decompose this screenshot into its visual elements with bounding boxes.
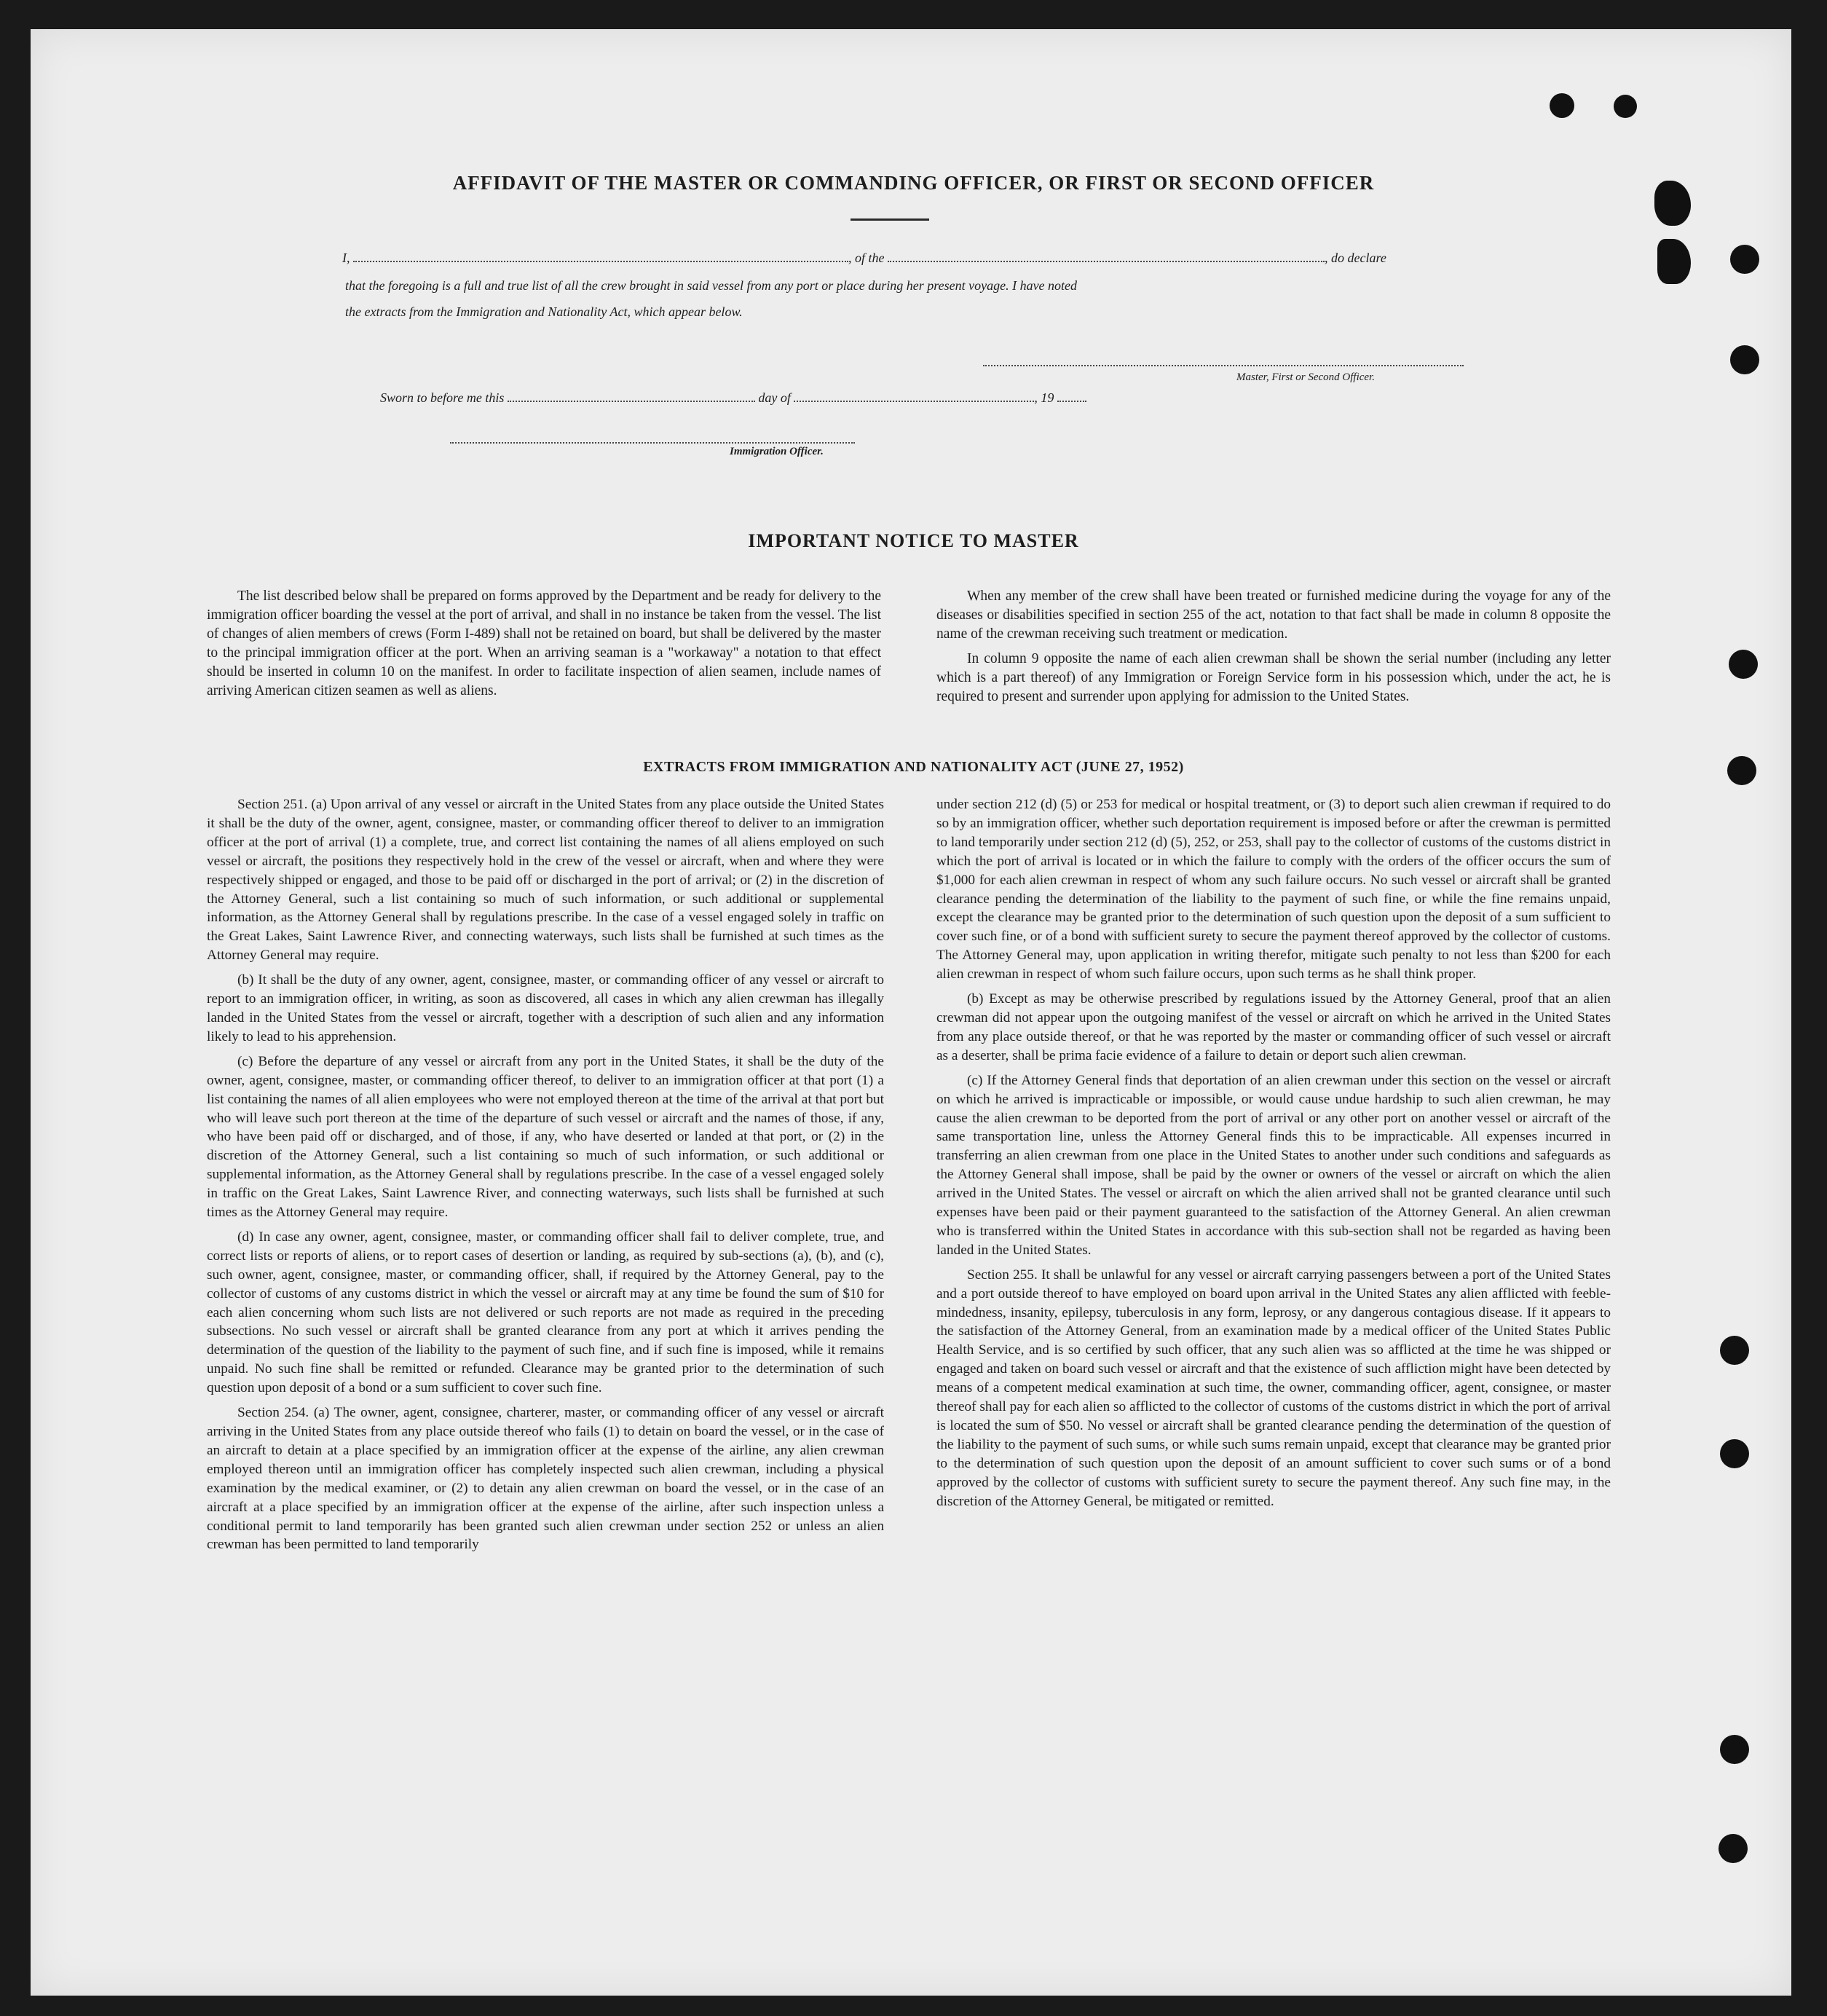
master-caption: Master, First or Second Officer. — [1236, 371, 1375, 383]
affidavit-line-1 — [342, 251, 1467, 266]
sworn-month-blank[interactable] — [794, 400, 1034, 402]
punch-hole — [1729, 650, 1758, 679]
sworn-line — [380, 390, 1086, 406]
affidavit-title: AFFIDAVIT OF THE MASTER OR COMMANDING OFFICER, OR FIRST OR SECOND OFFICER — [452, 172, 1375, 194]
officer-caption: Immigration Officer. — [730, 446, 824, 457]
notice-left-column — [207, 587, 881, 706]
ink-blot — [1657, 239, 1691, 284]
label-sworn: Sworn to before me this — [380, 390, 505, 405]
label-day-of: day of — [758, 390, 791, 405]
label-i: I, — [342, 251, 350, 265]
section-254b: (b) Except as may be otherwise prescribed by regulations issued by the Attorney General, proof that an alien crewman did not appear upon the outgoing manifest of the vessel or aircraft on which he arrived in the United States from any place outside thereof, or that he was reported by the master or commanding officer of such vessel or aircraft as a deserter, shall be prima facie evidence of a failure to detain or deport such alien crewman. — [936, 991, 1611, 1063]
punch-hole — [1614, 95, 1637, 118]
affidavit-line-3: the extracts from the Immigration and Nationality Act, which appear below. — [345, 304, 743, 319]
name-blank[interactable] — [353, 260, 848, 262]
notice-right-p2: In column 9 opposite the name of each alien crewman shall be shown the serial number (including any letter which is a part thereof) of any Immigration or Foreign Service form in his possession which, under the act, he is required to present and surrender upon applying for admission to the United States. — [936, 651, 1611, 704]
section-254a: Section 254. (a) The owner, agent, consignee, charterer, master, or commanding officer of any vessel or aircraft arriving in the United States from any place outside thereof who fails (1) to detain on board the vessel, or in the case of an aircraft to detain at a place specified by an immigration officer at the expense of the airline, any alien crewman employed thereon until an immigration officer has completely inspected such alien crewman, including a physical examination by the medical examiner, or (2) to detain any alien crewman on board the vessel, or in the case of an aircraft at a place specified by an immigration officer at the expense of the airline, after such inspection unless a conditional permit to land temporarily has been granted such alien crewman under section 252 or unless an alien crewman has been permitted to land temporarily — [207, 1405, 884, 1553]
extracts-left-column — [207, 795, 884, 1560]
punch-hole — [1550, 93, 1574, 118]
label-year: , 19 — [1034, 390, 1054, 405]
sworn-day-blank[interactable] — [508, 400, 755, 402]
section-251a: Section 251. (a) Upon arrival of any vessel or aircraft in the United States from any place outside the United States it shall be the duty of the owner, agent, consignee, master, or commanding officer thereof to deliver to an immigration officer at the port of arrival (1) a complete, true, and correct list containing the names of all aliens employed on such vessel or aircraft, the positions they respectively hold in the crew of the vessel or aircraft, when and where they were respectively shipped or engaged, and those to be paid off or discharged in the port of arrival; or (2) in the discretion of the Attorney General, such a list containing so much of such information, or such additional or supplemental information, as the Attorney General shall by regulations prescribe. In the case of a vessel engaged solely in traffic on the Great Lakes, Saint Lawrence River, and connecting waterways, such lists shall be furnished at such times as the Attorney General may require. — [207, 797, 884, 964]
section-254c: (c) If the Attorney General finds that deportation of an alien crewman under this section on the vessel or aircraft on which he arrived is impracticable or impossible, or would cause undue hardship to such alien crewman, he may cause the alien crewman to be deported from the port of arrival or any other port on another vessel or aircraft of the same transportation line, unless the Attorney General finds this to be impracticable. All expenses incurred in transferring an alien crewman from one place in the United States to another under such conditions and safeguards as the Attorney General shall impose, shall be paid by the owner or owners of the vessel or aircraft on which the alien arrived in the United States. The vessel or aircraft on which the alien arrived shall not be granted clearance until such expenses have been paid or their payment guaranteed to the satisfaction of the Attorney General. An alien crewman who is transferred within the United States in accordance with this sub-section shall not be regarded as having been landed in the United States. — [936, 1072, 1611, 1258]
title-rule — [851, 218, 929, 221]
master-signature-line[interactable] — [983, 364, 1464, 366]
section-254a-cont: under section 212 (d) (5) or 253 for medical or hospital treatment, or (3) to deport such alien crewman if required to do so by an immigration officer, whether such deportation requirement is imposed before or after the crewman is permitted to land temporarily under section 212 (d) (5), 252, or 253, shall pay to the collector of customs of the customs district in which the port of arrival is located or in which the failure to comply with the orders of the officer occurs the sum of $1,000 for each alien crewman in respect of whom any such failure occurs. No such vessel or aircraft shall be granted clearance pending the determination of the liability to the payment of such fine, or while the fine remains unpaid, except the clearance may be granted prior to the determination of such question upon the deposit of a sum sufficient to cover such fine, or of a bond with sufficient surety to secure the payment thereof approved by the collector of customs. The Attorney General may, upon application in writing therefor, mitigate such penalty to not less than $200 for each alien crewman in respect of whom such failure occurs, upon such terms as he shall think proper. — [936, 797, 1611, 983]
officer-signature-line[interactable] — [450, 441, 855, 444]
notice-right-p1: When any member of the crew shall have been treated or furnished medicine during the voyage for any of the diseases or disabilities specified in section 255 of the act, notation to that fact shall be made in column 8 opposite the name of the crewman receiving such treatment or medication. — [936, 588, 1611, 642]
notice-right-column — [936, 587, 1611, 712]
punch-hole — [1720, 1735, 1749, 1764]
section-251c: (c) Before the departure of any vessel or aircraft from any port in the United States, it shall be the duty of the owner, agent, consignee, master, or commanding officer thereof, to deliver to an immigration officer at that port (1) a list containing the names of all alien employees who were not employed thereon at the time of the arrival at that port but who will leave such port thereon at the time of the departure of such vessel or aircraft and the names of those, if any, who have been paid off or discharged, and of those, if any, who have deserted or landed at that port, or (2) in the discretion of the Attorney General, such a list containing so much of such information, or such additional or supplemental information, as the Attorney General shall by regulations prescribe. In the case of a vessel engaged solely in traffic on the Great Lakes, Saint Lawrence River, and connecting waterways, such lists shall be furnished at such times as the Attorney General may require. — [207, 1053, 884, 1221]
notice-title: IMPORTANT NOTICE TO MASTER — [748, 530, 1079, 551]
section-255: Section 255. It shall be unlawful for any vessel or aircraft carrying passengers between a port of the United States and a port outside thereof to have employed on board upon arrival in the United States any alien afflicted with feeble-mindedness, insanity, epilepsy, tuberculosis in any form, leprosy, or any dangerous contagious disease. If it appears to the satisfaction of the Attorney General, from an examination made by a medical officer of the United States Public Health Service, and is so certified by such officer, that any such alien was so afflicted at the time he was shipped or engaged and taken on board such vessel or aircraft and that the existence of such affliction might have been detected by means of a competent medical examination at such time, the owner, commanding officer, agent, consignee, or master thereof shall pay for each alien so afflicted to the collector of customs of the customs district in which the port of arrival is located the sum of $50. No vessel or aircraft shall be granted clearance pending the determination of the question of the liability to the payment of such sums, or while such sums remain unpaid, except that clearance may be granted prior to the determination of such question upon the deposit of an amount sufficient to cover such sums or of a bond approved by the collector of customs with sufficient surety to secure the payment thereof. Any such fine may, in the discretion of the Attorney General, be mitigated or remitted. — [936, 1267, 1611, 1509]
punch-hole — [1720, 1336, 1749, 1365]
affidavit-line-2: that the foregoing is a full and true list of all the crew brought in said vessel from any port or place during her present voyage. I have noted — [345, 278, 1078, 293]
label-of-the: , of the — [848, 251, 885, 265]
punch-hole — [1730, 245, 1759, 274]
notice-left-text: The list described below shall be prepared on forms approved by the Department and be ready for delivery to the immigration officer boarding the vessel at the port of arrival, and shall in no instance be taken from the vessel. The list of changes of alien members of crews (Form I-489) shall not be retained on board, but shall be delivered by the master to the principal immigration officer at the port. When an arriving seaman is a "workaway" a notation to that effect should be inserted in column 10 on the manifest. In order to facilitate inspection of alien seamen, include names of arriving American citizen seamen as well as aliens. — [207, 588, 881, 698]
extracts-right-column — [936, 795, 1611, 1517]
punch-hole — [1720, 1439, 1749, 1468]
extracts-title: EXTRACTS FROM IMMIGRATION AND NATIONALITY ACT (JUNE 27, 1952) — [643, 759, 1184, 775]
label-do-declare: , do declare — [1325, 251, 1386, 265]
vessel-blank[interactable] — [888, 260, 1325, 262]
punch-hole — [1730, 345, 1759, 374]
section-251b: (b) It shall be the duty of any owner, agent, consignee, master, or commanding officer of any vessel or aircraft to report to an immigration officer, in writing, as soon as discovered, all cases in which any alien crewman has illegally landed in the United States from the vessel or aircraft, together with a description of such alien and any information likely to lead to his apprehension. — [207, 972, 884, 1044]
sworn-year-blank[interactable] — [1057, 400, 1086, 402]
section-251d: (d) In case any owner, agent, consignee, master, or commanding officer shall fail to deliver complete, true, and correct lists or reports of aliens, or to report cases of desertion or landing, as required by sub-sections (a), (b), and (c), such owner, agent, consignee, master, or commanding officer, shall, if required by the Attorney General, pay to the collector of customs of any customs district in which the vessel or aircraft may at any time be found the sum of $10 for each alien concerning whom such lists are not delivered or such reports are not made as required in the preceding subsections. No such vessel or aircraft shall be granted clearance from any port at which it arrives pending the determination of the question of the liability to the payment of such fine, and if such fine is imposed, while it remains unpaid. No such fine shall be remitted or refunded. Clearance may be granted prior to the determination of such question upon deposit of a bond or a sum sufficient to cover such fine. — [207, 1229, 884, 1396]
punch-hole — [1719, 1834, 1748, 1863]
